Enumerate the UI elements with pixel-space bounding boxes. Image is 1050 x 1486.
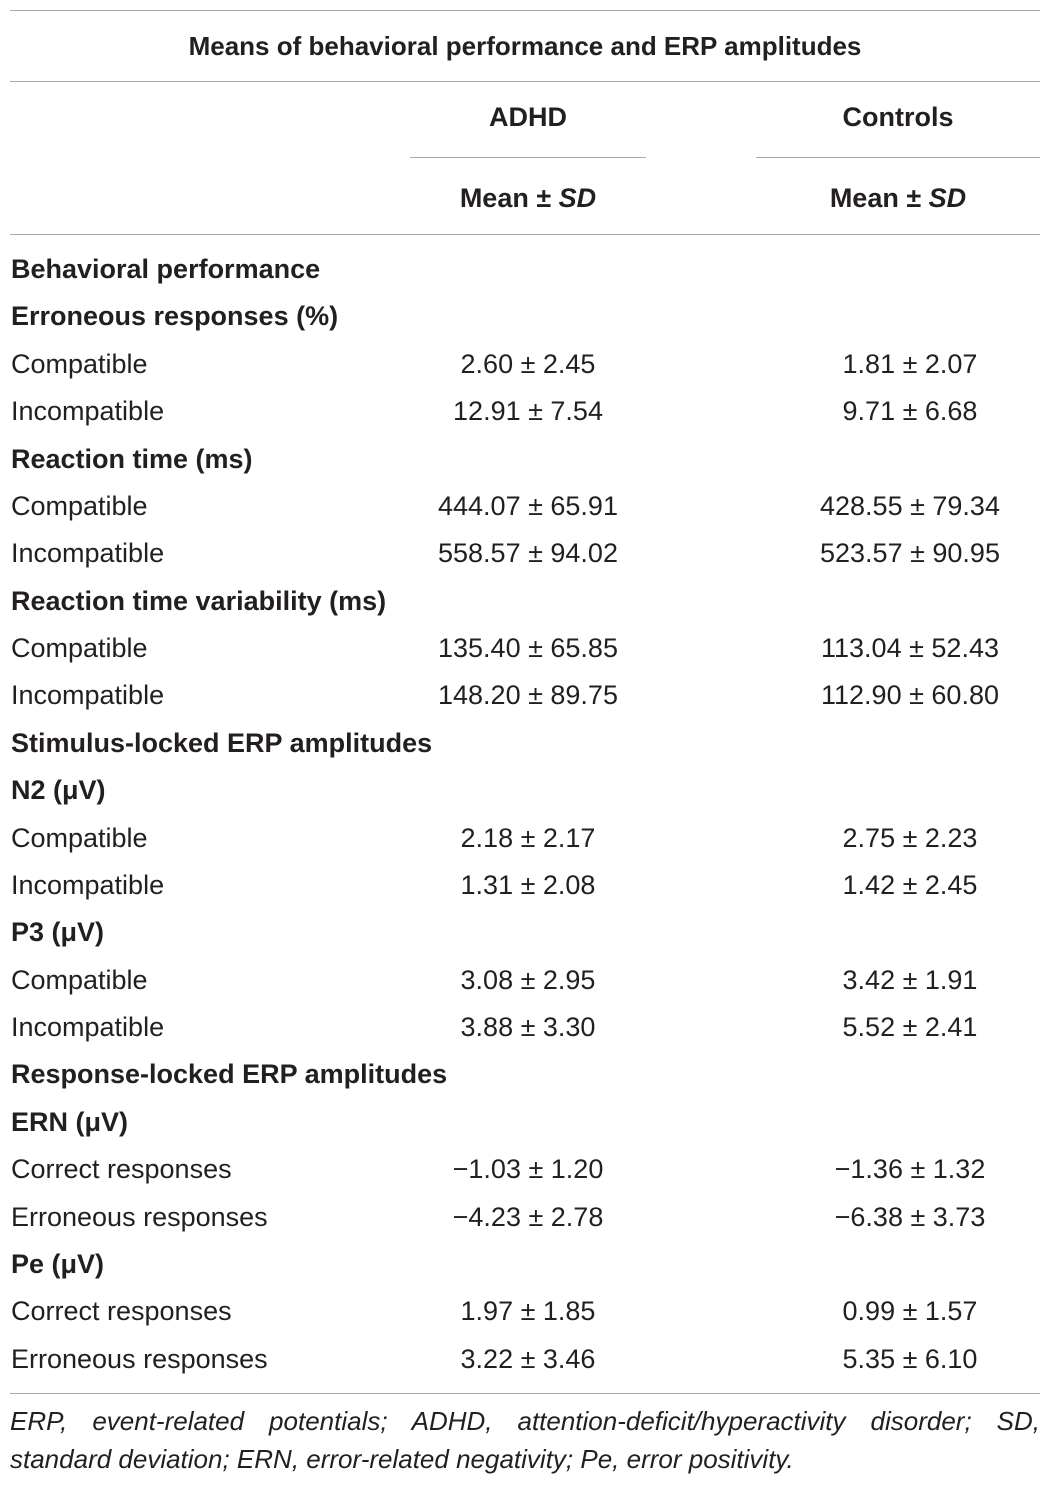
controls-value: 3.42 ± 1.91 [842, 964, 978, 995]
section-label: N2 (μV) [11, 775, 106, 806]
row-label: Compatible [11, 348, 148, 379]
section-row [10, 767, 1040, 814]
table-row [10, 483, 1040, 530]
adhd-group-rule [410, 157, 646, 158]
section-label: P3 (μV) [11, 917, 105, 948]
controls-value: 1.42 ± 2.45 [842, 869, 978, 900]
table-row [10, 1288, 1040, 1335]
adhd-value: 558.57 ± 94.02 [438, 538, 618, 569]
row-label: Compatible [11, 633, 148, 663]
row-label: Compatible [11, 964, 148, 995]
adhd-value: 3.88 ± 3.30 [460, 1012, 596, 1042]
header-bottom-rule [10, 234, 1040, 235]
table-row [10, 957, 1040, 1004]
adhd-value: 444.07 ± 65.91 [438, 490, 618, 521]
section-row [10, 1241, 1040, 1288]
title-rule [10, 81, 1040, 82]
section-row [10, 578, 1040, 625]
table-row [10, 862, 1040, 909]
section-row [10, 909, 1040, 956]
row-label: Correct responses [11, 1296, 232, 1327]
table-row [10, 672, 1040, 719]
stat-header-adhd [408, 180, 648, 216]
adhd-value: 135.40 ± 65.85 [438, 633, 618, 663]
table-row [10, 1004, 1040, 1051]
adhd-value: 3.08 ± 2.95 [460, 964, 596, 995]
section-row [10, 293, 1040, 340]
adhd-value: 2.60 ± 2.45 [460, 348, 596, 379]
adhd-value: −4.23 ± 2.78 [452, 1201, 604, 1232]
controls-value: 523.57 ± 90.95 [820, 538, 1000, 569]
section-label: ERN (μV) [11, 1106, 129, 1137]
row-label: Incompatible [11, 680, 165, 711]
adhd-value: 1.31 ± 2.08 [460, 869, 596, 900]
controls-value: 5.52 ± 2.41 [842, 1012, 978, 1042]
table-row [10, 1194, 1040, 1241]
adhd-value: 148.20 ± 89.75 [438, 680, 618, 711]
section-label: Reaction time (ms) [11, 443, 253, 474]
controls-value: −6.38 ± 3.73 [834, 1201, 986, 1232]
section-label: Erroneous responses (%) [11, 301, 339, 332]
stat-header-controls [756, 180, 1040, 216]
row-label: Correct responses [11, 1154, 232, 1185]
controls-value: 113.04 ± 52.43 [821, 633, 999, 663]
adhd-value: 3.22 ± 3.46 [460, 1343, 596, 1374]
controls-value: 5.35 ± 6.10 [842, 1343, 978, 1374]
section-row [10, 436, 1040, 483]
row-label: Erroneous responses [11, 1201, 268, 1232]
table-footnote: ERP, event-related potentials; ADHD, attention-deficit/hyperactivity disorder; SD, standard deviation; ERN, error-related negativity; Pe, error positivity. [10, 1406, 1040, 1474]
row-label: Incompatible [11, 396, 165, 427]
adhd-value: 2.18 ± 2.17 [460, 822, 596, 853]
section-row [10, 246, 1040, 293]
row-label: Compatible [11, 490, 148, 521]
controls-value: 112.90 ± 60.80 [821, 680, 999, 711]
table-row [10, 815, 1040, 862]
table-row [10, 388, 1040, 435]
stat-header-prefix: Mean ± [459, 183, 559, 213]
adhd-value: 1.97 ± 1.85 [460, 1296, 596, 1327]
table-row [10, 625, 1040, 672]
adhd-value: 12.91 ± 7.54 [453, 396, 603, 427]
controls-value: 2.75 ± 2.23 [842, 822, 978, 853]
adhd-value: −1.03 ± 1.20 [452, 1154, 604, 1185]
column-header-controls: Controls [842, 102, 954, 132]
row-label: Compatible [11, 822, 148, 853]
table-title: Means of behavioral performance and ERP amplitudes [188, 31, 862, 61]
section-label: Pe (μV) [11, 1248, 105, 1279]
section-row [10, 1051, 1040, 1098]
table-row [10, 341, 1040, 388]
stat-header-sd: SD [928, 183, 967, 213]
section-label: Stimulus-locked ERP amplitudes [11, 727, 433, 758]
section-label: Behavioral performance [11, 254, 321, 284]
table-row [10, 530, 1040, 577]
row-label: Incompatible [11, 1012, 165, 1042]
controls-value: 1.81 ± 2.07 [842, 348, 978, 379]
section-row [10, 720, 1040, 767]
row-label: Incompatible [11, 538, 165, 569]
section-label: Reaction time variability (ms) [11, 585, 387, 616]
row-label: Incompatible [11, 869, 165, 900]
table-row [10, 1336, 1040, 1383]
controls-value: 428.55 ± 79.34 [820, 490, 1000, 521]
section-label: Response-locked ERP amplitudes [11, 1059, 448, 1090]
section-row [10, 1099, 1040, 1146]
table-row [10, 1146, 1040, 1193]
stat-header-sd: SD [558, 183, 597, 213]
table-top-rule [10, 10, 1040, 11]
controls-value: 9.71 ± 6.68 [842, 396, 978, 427]
column-header-adhd: ADHD [489, 102, 567, 132]
controls-value: 0.99 ± 1.57 [842, 1296, 978, 1327]
row-label: Erroneous responses [11, 1343, 268, 1374]
stat-header-prefix: Mean ± [829, 183, 929, 213]
table-bottom-rule [10, 1393, 1040, 1394]
controls-value: −1.36 ± 1.32 [834, 1154, 986, 1185]
controls-group-rule [756, 157, 1040, 158]
